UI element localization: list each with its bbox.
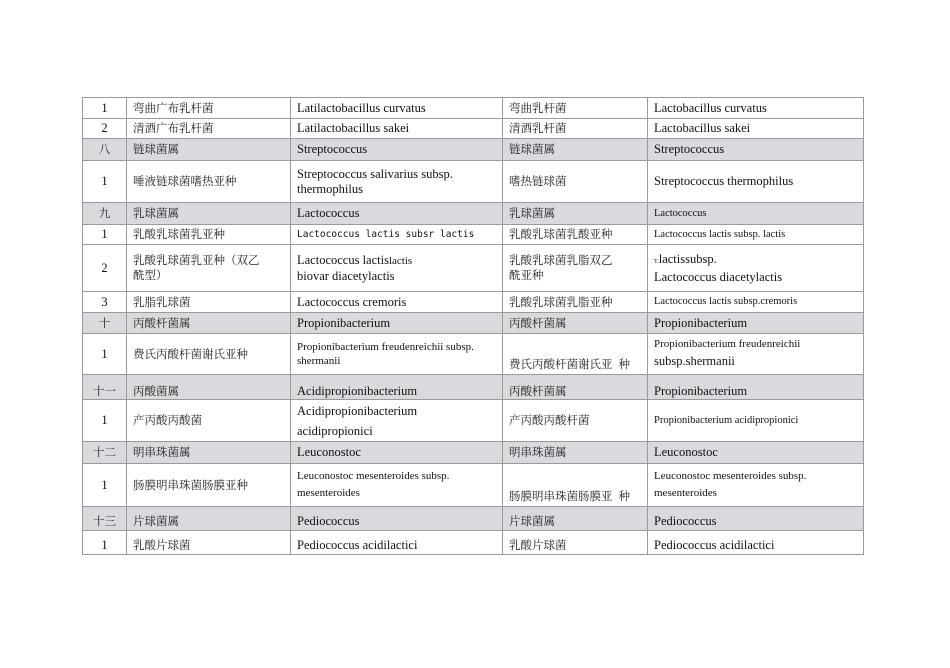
- table-row: [83, 161, 864, 203]
- latin-name-line: [654, 252, 863, 270]
- former-chinese-name: 乳酸片球菌: [503, 531, 648, 555]
- former-genus-chinese: 丙酸杆菌属: [503, 313, 648, 334]
- former-chinese-name: [503, 464, 648, 507]
- former-genus-chinese: 明串珠菌属: [503, 442, 648, 464]
- bacteria-name-table: [82, 97, 864, 555]
- former-latin-name: [648, 464, 864, 507]
- table-row: [83, 334, 864, 375]
- genus-row: [83, 375, 864, 400]
- current-genus-chinese: 丙酸菌属: [127, 375, 291, 400]
- former-genus-chinese: 片球菌属: [503, 507, 648, 531]
- chinese-name-part: 费氏丙酸杆菌谢氏亚: [509, 357, 613, 371]
- former-chinese-name: 乳酸乳球菌乳脂亚种: [503, 292, 648, 313]
- former-genus-latin: Pediococcus: [648, 507, 864, 531]
- row-index: 2: [83, 245, 127, 292]
- latin-name-part: lactis: [388, 254, 413, 267]
- current-latin-name: Lactococcus lactis subsr lactis: [291, 225, 503, 245]
- current-genus-chinese: 丙酸杆菌属: [127, 313, 291, 334]
- current-chinese-name: 乳脂乳球菌: [127, 292, 291, 313]
- former-genus-latin: Streptococcus: [648, 139, 864, 161]
- genus-index: 八: [83, 139, 127, 161]
- current-latin-name: Latilactobacillus curvatus: [291, 98, 503, 119]
- former-latin-name: [648, 245, 864, 292]
- table-row: [83, 98, 864, 119]
- current-latin-name: [291, 400, 503, 442]
- table-row: [83, 400, 864, 442]
- former-genus-chinese: 丙酸杆菌属: [503, 375, 648, 400]
- table-row: [83, 464, 864, 507]
- latin-name-line: Streptococcus salivarius subsp.: [297, 166, 453, 181]
- former-chinese-name: 嗜热链球菌: [503, 161, 648, 203]
- current-genus-latin: Acidipropionibacterium: [291, 375, 503, 400]
- genus-row: [83, 442, 864, 464]
- current-genus-latin: Propionibacterium: [291, 313, 503, 334]
- current-chinese-name: 乳酸乳球菌乳亚种: [127, 225, 291, 245]
- current-genus-latin: Pediococcus: [291, 507, 503, 531]
- current-chinese-name: 肠膜明串珠菌肠膜亚种: [127, 464, 291, 507]
- current-genus-latin: Leuconostoc: [291, 442, 503, 464]
- former-chinese-name: [503, 245, 648, 292]
- former-genus-chinese: 乳球菌属: [503, 203, 648, 225]
- table-row: [83, 245, 864, 292]
- row-index: 1: [83, 400, 127, 442]
- former-chinese-name: [503, 334, 648, 375]
- latin-name-line: [297, 253, 502, 269]
- current-chinese-name: 唾液链球菌嗜热亚种: [127, 161, 291, 203]
- table-row: [83, 531, 864, 555]
- latin-name-part: Lactococcus lactis: [297, 252, 389, 267]
- latin-name-part: lactissubsp.: [658, 251, 717, 266]
- former-chinese-name: 乳酸乳球菌乳酸亚种: [503, 225, 648, 245]
- current-latin-name: [291, 334, 503, 375]
- former-genus-latin: Lactococcus: [648, 203, 864, 225]
- row-index: 1: [83, 334, 127, 375]
- chinese-name-line: 酰型）: [133, 268, 168, 282]
- former-latin-name: Lactococcus lactis subsp.cremoris: [648, 292, 864, 313]
- current-chinese-name: 清酒广布乳杆菌: [127, 119, 291, 139]
- latin-name-line: Acidipropionibacterium: [297, 403, 418, 418]
- current-chinese-name: 弯曲广布乳杆菌: [127, 98, 291, 119]
- genus-row: [83, 139, 864, 161]
- row-index: 1: [83, 98, 127, 119]
- current-latin-name: [291, 161, 503, 203]
- former-latin-name: Propionibacterium acidipropionici: [648, 400, 864, 442]
- chinese-name-line: 酰亚种: [509, 268, 544, 282]
- former-genus-latin: Propionibacterium: [648, 313, 864, 334]
- current-genus-latin: Lactococcus: [291, 203, 503, 225]
- genus-index: 十: [83, 313, 127, 334]
- current-latin-name: [291, 464, 503, 507]
- latin-name-line: mesenteroides: [297, 487, 360, 499]
- genus-index: 九: [83, 203, 127, 225]
- row-index: 2: [83, 119, 127, 139]
- former-latin-name: Lactococcus lactis subsp. lactis: [648, 225, 864, 245]
- genus-index: 十一: [83, 375, 127, 400]
- current-chinese-name: 乳酸片球菌: [127, 531, 291, 555]
- former-latin-name: [648, 334, 864, 375]
- former-chinese-name: 弯曲乳杆菌: [503, 98, 648, 119]
- current-latin-name: [291, 245, 503, 292]
- genus-row: [83, 203, 864, 225]
- former-latin-name: Lactobacillus sakei: [648, 119, 864, 139]
- latin-name-line: Lactococcus diacetylactis: [654, 269, 783, 284]
- chinese-name-part: 种: [618, 489, 630, 503]
- former-genus-chinese: 链球菌属: [503, 139, 648, 161]
- chinese-name-part: 种: [618, 357, 630, 371]
- latin-name-line: Propionibacterium freudenreichii subsp.: [297, 341, 474, 353]
- table-row: [83, 292, 864, 313]
- latin-name-line: mesenteroides: [654, 487, 717, 499]
- genus-index: 十三: [83, 507, 127, 531]
- former-chinese-name: 产丙酸丙酸杆菌: [503, 400, 648, 442]
- current-genus-chinese: 片球菌属: [127, 507, 291, 531]
- latin-name-part: T.: [654, 258, 659, 265]
- current-genus-chinese: 明串珠菌属: [127, 442, 291, 464]
- row-index: 1: [83, 531, 127, 555]
- current-chinese-name: 产丙酸丙酸菌: [127, 400, 291, 442]
- genus-row: [83, 313, 864, 334]
- genus-index: 十二: [83, 442, 127, 464]
- table-row: [83, 225, 864, 245]
- latin-name-line: Propionibacterium freudenreichii: [654, 338, 801, 350]
- chinese-name-line: 乳酸乳球菌乳亚种（双乙: [133, 253, 260, 267]
- chinese-name-line: 乳酸乳球菌乳脂双乙: [509, 253, 613, 267]
- former-latin-name: Pediococcus acidilactici: [648, 531, 864, 555]
- genus-row: [83, 507, 864, 531]
- former-genus-latin: Propionibacterium: [648, 375, 864, 400]
- former-latin-name: Streptococcus thermophilus: [648, 161, 864, 203]
- former-genus-latin: Leuconostoc: [648, 442, 864, 464]
- latin-name-line: Leuconostoc mesenteroides subsp.: [654, 470, 807, 482]
- latin-name-line: thermophilus: [297, 181, 363, 196]
- latin-name-line: shermanii: [297, 355, 341, 367]
- table-row: [83, 119, 864, 139]
- current-genus-chinese: 链球菌属: [127, 139, 291, 161]
- row-index: 1: [83, 464, 127, 507]
- current-latin-name: Pediococcus acidilactici: [291, 531, 503, 555]
- former-latin-name: Lactobacillus curvatus: [648, 98, 864, 119]
- latin-name-line: Leuconostoc mesenteroides subsp.: [297, 470, 450, 482]
- row-index: 3: [83, 292, 127, 313]
- former-chinese-name: 清酒乳杆菌: [503, 119, 648, 139]
- row-index: 1: [83, 225, 127, 245]
- chinese-name-part: 肠膜明串珠菌肠膜亚: [509, 489, 613, 503]
- current-latin-name: Latilactobacillus sakei: [291, 119, 503, 139]
- current-chinese-name: 费氏丙酸杆菌谢氏亚种: [127, 334, 291, 375]
- current-genus-latin: Streptococcus: [291, 139, 503, 161]
- latin-name-line: subsp.shermanii: [654, 354, 735, 368]
- current-chinese-name: [127, 245, 291, 292]
- row-index: 1: [83, 161, 127, 203]
- current-latin-name: Lactococcus cremoris: [291, 292, 503, 313]
- current-genus-chinese: 乳球菌属: [127, 203, 291, 225]
- latin-name-line: biovar diacetylactis: [297, 268, 395, 283]
- latin-name-line: acidipropionici: [297, 423, 373, 438]
